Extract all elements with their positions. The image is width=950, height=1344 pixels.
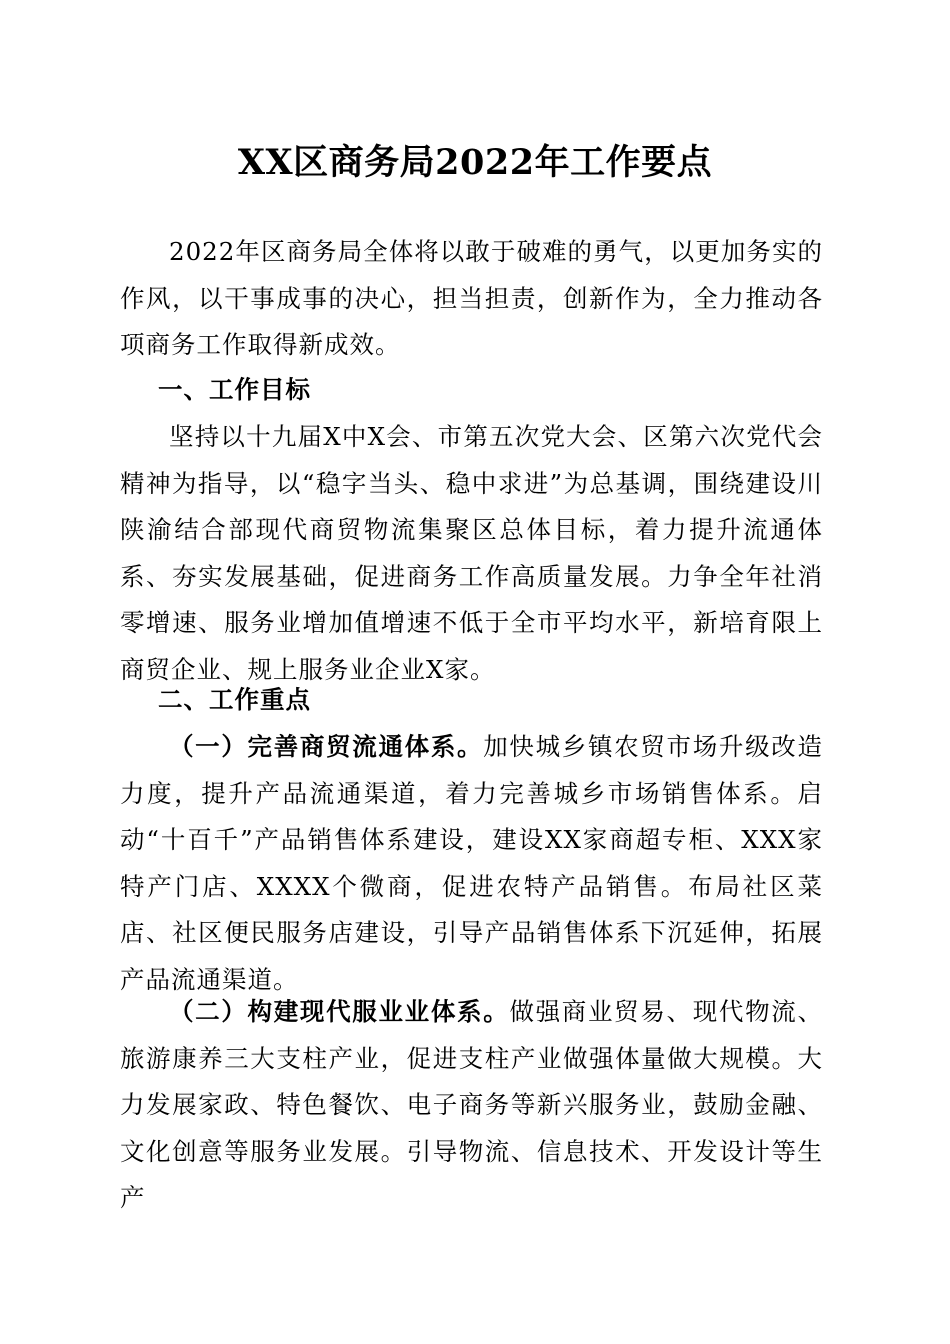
intro-paragraph: 2022年区商务局全体将以敢于破难的勇气，以更加务实的作风，以干事成事的决心，担当担责，创新作为，全力推动各项商务工作取得新成效。 <box>120 237 823 359</box>
goals-paragraph: 坚持以十九届X中X会、市第五次党大会、区第六次党代会精神为指导，以“稳字当头、稳中求进”为总基调，围绕建设川陕渝结合部现代商贸物流集聚区总体目标，着力提升流通体系、夯实发展基础，促进商务工作高质量发展。力争全年社消零增速、服务业增加值增速不低于全市平均水平，新培育限上商贸企业、规上服务业企业X家。 <box>120 422 823 684</box>
priority-item-2 <box>120 989 823 1222</box>
section-heading-priorities: 二、工作重点 <box>158 685 311 714</box>
priority-item-1 <box>120 724 823 1003</box>
section-heading-goals: 一、工作目标 <box>158 375 311 404</box>
page-title: XX区商务局2022年工作要点 <box>237 142 713 183</box>
priority-item-2-lead: （二）构建现代服业业体系。 <box>169 997 510 1026</box>
priority-item-2-text: 做强商业贸易、现代物流、旅游康养三大支柱产业，促进支柱产业做强体量做大规模。大力发展家政、特色餐饮、电子商务等新兴服务业，鼓励金融、文化创意等服务业发展。引导物流、信息技术、开发设计等生产 <box>120 997 823 1212</box>
priority-item-1-text: 加快城乡镇农贸市场升级改造力度，提升产品流通渠道，着力完善城乡市场销售体系。启动“十百千”产品销售体系建设，建设XX家商超专柜、XXX家特产门店、XXXX个微商，促进农特产品销售。布局社区菜店、社区便民服务店建设，引导产品销售体系下沉延伸，拓展产品流通渠道。 <box>120 732 823 994</box>
priority-item-1-lead: （一）完善商贸流通体系。 <box>169 732 484 761</box>
